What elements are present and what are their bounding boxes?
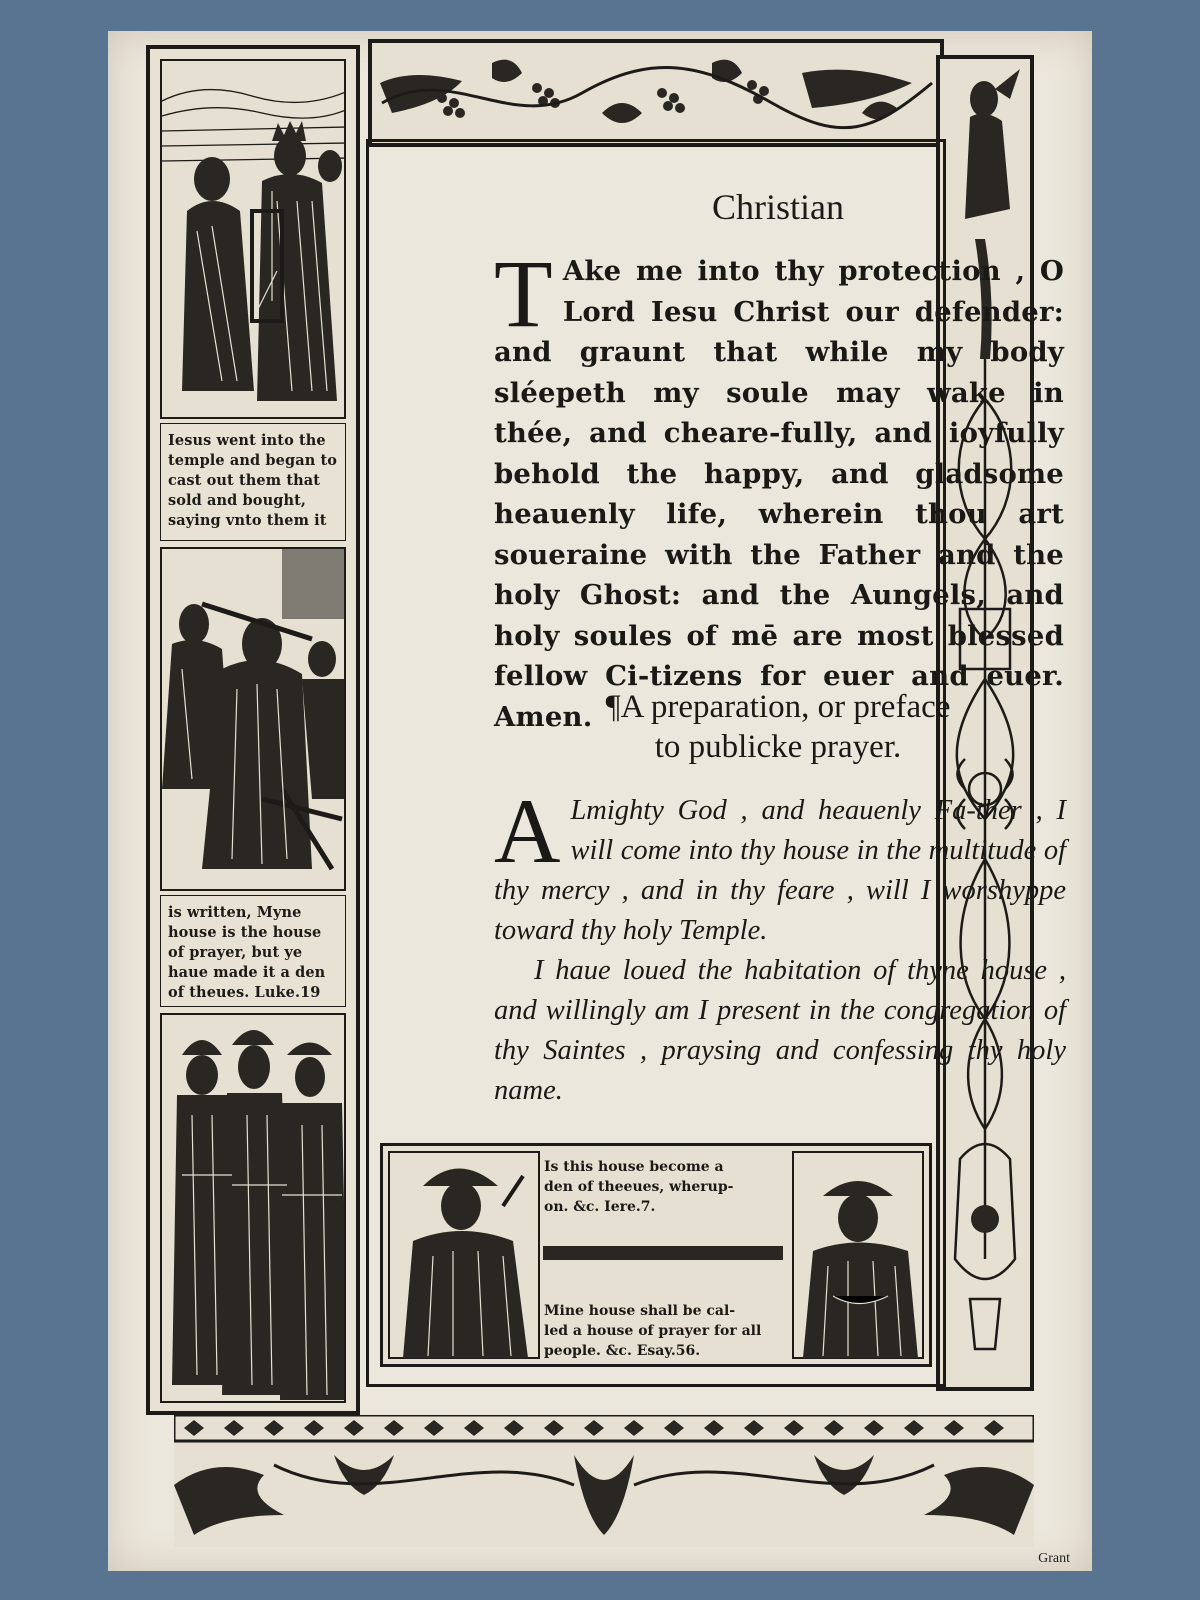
italic-para-2: I haue loued the habitation of thyne house , and willingly am I present in the congregation of thy Saintes , praysing and confessing thy holy name. xyxy=(494,955,1066,1106)
book-page xyxy=(108,31,1092,1571)
side-caption-2-rule xyxy=(160,895,346,1007)
prayer-text xyxy=(494,240,1064,737)
top-vine-ornament xyxy=(368,39,944,147)
section-heading xyxy=(488,687,1068,767)
prayer-body: Ake me into thy protection , O Lord Iesu Christ our defender: and graunt that while my body sléepeth my soule may wake in thée, and cheare-fully, and ioyfully behold the happy, and gladsome heauenly life, wherein thou art soueraine with the Father and the holy Ghost: and the Aungels, and holy soules of mē are most blessed fellow Ci-tizens for euer and euer. Amen. xyxy=(494,255,1064,733)
italic-para-1-text: Lmighty God , and heauenly Fa-ther , I will come into thy house in the multitude of thy mercy , and in thy feare , will I worshyppe toward thy holy Temple. xyxy=(494,795,1066,946)
page-title: Christian xyxy=(712,187,844,227)
side-caption-2: is written, Myne house is the house of prayer, but ye haue made it a den of theues. Luke.19 xyxy=(168,904,326,1001)
side-caption-1-rule xyxy=(160,423,346,541)
catchword: Grant xyxy=(1038,1551,1070,1566)
section-heading-line1: ¶A preparation, or preface xyxy=(605,689,951,725)
bottom-caption-1: Is this house become a den of theeues, wherup- on. &c. Iere.7. xyxy=(544,1159,734,1215)
bottom-ornament-band xyxy=(174,1415,1034,1547)
italic-dropcap: A xyxy=(494,780,561,882)
woodcut-cleansing-temple xyxy=(160,547,346,891)
bottom-caption-2: Mine house shall be cal- led a house of prayer for all people. &c. Esay.56. xyxy=(544,1303,762,1359)
side-caption-1: Iesus went into the temple and began to cast out them that sold and bought, saying vnto them it xyxy=(168,432,338,529)
woodcut-jesus-kneeling xyxy=(160,59,346,419)
italic-prayer xyxy=(494,780,1066,1111)
italic-para-1 xyxy=(494,780,1066,951)
section-heading-line2: to publicke prayer. xyxy=(654,729,902,765)
prayer-dropcap: T xyxy=(494,240,553,347)
woodcut-soldiers xyxy=(160,1013,346,1403)
